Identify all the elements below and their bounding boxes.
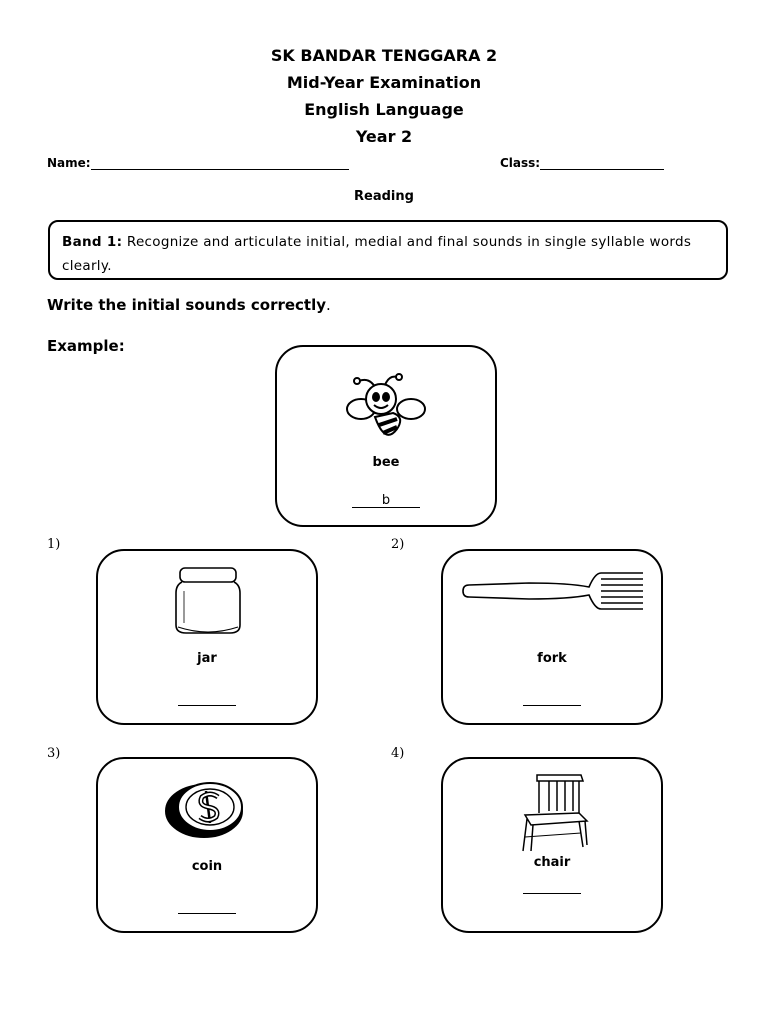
instruction-period: .: [326, 296, 331, 314]
item-word-jar: jar: [197, 651, 217, 666]
subject-title: English Language: [304, 100, 464, 119]
example-label: Example:: [47, 337, 125, 355]
question-number-3: 3): [47, 746, 61, 761]
answer-blank-chair[interactable]: [523, 879, 581, 894]
example-card: [275, 345, 497, 527]
item-card-fork: [441, 549, 663, 725]
school-name: SK BANDAR TENGGARA 2: [270, 46, 498, 65]
question-number-4: 4): [391, 746, 405, 761]
item-answer-jar: [98, 691, 316, 710]
item-word-chair: chair: [533, 855, 571, 870]
class-field: [500, 156, 664, 170]
item-answer-coin: [98, 899, 316, 918]
exam-title: Mid-Year Examination: [286, 73, 482, 92]
example-word: bee: [372, 455, 400, 470]
fork-icon: [459, 565, 645, 617]
bee-icon: [345, 373, 427, 445]
instruction: [47, 296, 331, 314]
band-descriptor-box: [48, 220, 728, 280]
item-word-fork: fork: [537, 651, 567, 666]
name-label: Name:: [47, 156, 91, 170]
instruction-text: Write the initial sounds correctly: [47, 296, 327, 314]
question-number-1: 1): [47, 537, 61, 552]
chair-icon: [517, 771, 591, 853]
year-title: Year 2: [355, 127, 413, 146]
item-answer-chair: [443, 879, 661, 898]
band-text: Recognize and articulate initial, medial and final sounds in single syllable words clearly.: [62, 234, 692, 274]
item-card-coin: [96, 757, 318, 933]
answer-blank-fork[interactable]: [523, 691, 581, 706]
name-field: [47, 156, 349, 170]
class-label: Class:: [500, 156, 541, 170]
item-card-chair: [441, 757, 663, 933]
item-card-jar: [96, 549, 318, 725]
item-answer-fork: [443, 691, 661, 710]
answer-blank-jar[interactable]: [178, 691, 236, 706]
band-label: Band 1:: [62, 234, 123, 250]
example-answer: [277, 493, 495, 508]
example-answer-value: b: [352, 493, 420, 508]
item-word-coin: coin: [191, 859, 223, 874]
section-title: Reading: [354, 189, 414, 204]
jar-icon: [172, 565, 244, 637]
name-blank[interactable]: [91, 157, 349, 170]
class-blank[interactable]: [540, 157, 664, 170]
question-number-2: 2): [391, 537, 405, 552]
coin-icon: [162, 777, 254, 841]
answer-blank-coin[interactable]: [178, 899, 236, 914]
